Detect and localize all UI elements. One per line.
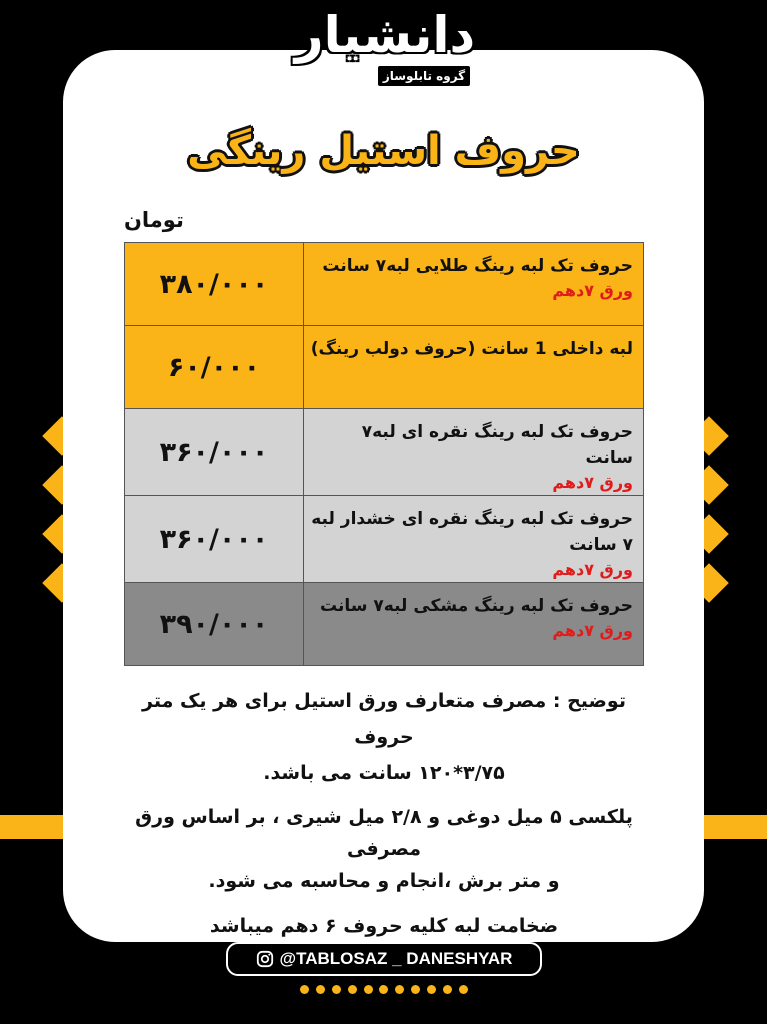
price-description	[303, 409, 643, 496]
dot-shape	[300, 985, 309, 994]
item-price: ۳۹۰/۰۰۰	[125, 583, 304, 666]
logo-text: دانشیار	[294, 6, 476, 64]
dot-shape	[411, 985, 420, 994]
item-price: ۳۶۰/۰۰۰	[125, 409, 304, 496]
item-name: لبه داخلی 1 سانت (حروف دولب رینگ)	[310, 339, 633, 359]
price-row	[125, 409, 644, 496]
page-title: حروف استیل رینگی	[187, 128, 580, 174]
note-text: ۳/۷۵*۱۲۰ سانت می باشد.	[263, 762, 505, 784]
note-text: و متر برش ،انجام و محاسبه می شود.	[208, 870, 560, 892]
dot-shape	[332, 985, 341, 994]
item-sheet-spec: ورق ۷دهم	[552, 473, 633, 492]
item-name: حروف تک لبه رینگ نقره ای لبه۷ سانت	[361, 422, 633, 468]
price-row	[125, 243, 644, 326]
price-description	[303, 496, 643, 583]
note-line	[110, 801, 658, 897]
price-row	[125, 496, 644, 583]
item-price: ۳۸۰/۰۰۰	[125, 243, 304, 326]
note-line	[110, 911, 658, 941]
price-description	[303, 243, 643, 326]
dot-shape	[443, 985, 452, 994]
note-text: پلکسی ۵ میل دوغی و ۲/۸ میل شیری ، بر اساس ورق مصرفی	[135, 806, 633, 860]
dot-shape	[348, 985, 357, 994]
item-price: ۶۰/۰۰۰	[125, 326, 304, 409]
price-description	[303, 326, 643, 409]
note-line	[110, 683, 658, 791]
currency-unit: تومان	[124, 208, 184, 232]
dot-shape	[395, 985, 404, 994]
item-price: ۳۶۰/۰۰۰	[125, 496, 304, 583]
dot-shape	[379, 985, 388, 994]
logo-subtitle: گروه تابلوساز	[378, 66, 470, 86]
price-description	[303, 583, 643, 666]
decor-dots	[300, 985, 468, 997]
item-name: حروف تک لبه رینگ نقره ای خشدار لبه ۷ سانت	[311, 509, 633, 555]
dot-shape	[316, 985, 325, 994]
note-text: توضیح : مصرف متعارف ورق استیل برای هر یک متر حروف	[142, 690, 626, 748]
price-row	[125, 326, 644, 409]
item-sheet-spec: ورق ۷دهم	[552, 560, 633, 579]
item-sheet-spec: ورق ۷دهم	[552, 281, 633, 300]
price-table	[124, 242, 644, 666]
dot-shape	[459, 985, 468, 994]
price-row	[125, 583, 644, 666]
notes-section	[110, 683, 658, 941]
instagram-handle[interactable]	[226, 942, 542, 976]
dot-shape	[427, 985, 436, 994]
note-text: ضخامت لبه کلیه حروف ۶ دهم میباشد	[209, 915, 559, 937]
dot-shape	[364, 985, 373, 994]
item-name: حروف تک لبه رینگ طلایی لبه۷ سانت	[322, 256, 633, 276]
instagram-text: @TABLOSAZ _ DANESHYAR	[279, 949, 513, 968]
instagram-icon	[256, 950, 274, 968]
item-name: حروف تک لبه رینگ مشکی لبه۷ سانت	[319, 596, 633, 616]
item-sheet-spec: ورق ۷دهم	[552, 621, 633, 640]
brand-logo	[290, 6, 480, 92]
